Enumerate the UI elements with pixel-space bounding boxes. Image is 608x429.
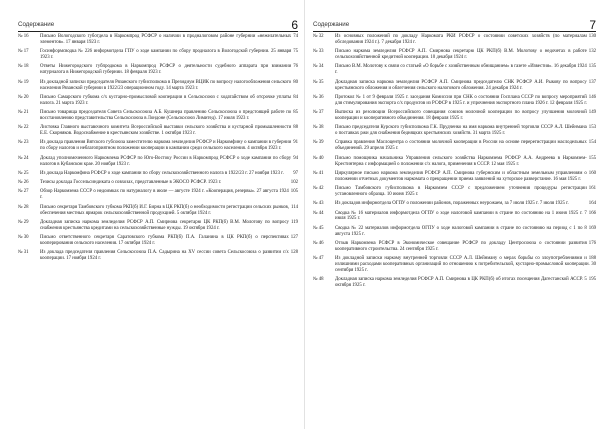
page-header	[18, 11, 298, 32]
toc-entry-page: 176	[588, 240, 596, 246]
toc-entry-number: № 18	[18, 64, 29, 70]
toc-entry-number: № 17	[18, 49, 29, 55]
toc-entry-title: Письмо Тамбовского губисполкома в Наркомзем СССР с предложением уточнения процедуры регистрации установленного образца. 10 июня 1925 г.	[335, 186, 587, 197]
toc-entry-body	[335, 226, 596, 238]
toc-entry-title: Из докладной записки наркому внутренней торговли СССР А.Л. Шейнману о мерах борьбы со злоупотреблениями и излишними расходами кооперативных организаций по отношению к потребительской, кустарно-промысловой кооперации. 30 сентября 1925 г.	[335, 256, 596, 273]
toc-entry-number: № 34	[313, 64, 324, 70]
toc-entry	[313, 95, 596, 107]
toc-entry-body	[40, 49, 298, 61]
page-number: 6	[291, 18, 298, 32]
toc-entry-title: Из докладов информотдела ОГПУ о положении районов, пораженных неурожаем, за 7 июля 1925 г. 7 июля 1925 г.	[335, 201, 569, 207]
toc-entry-title: Доклад уполномоченного Наркомзема РСФСР по Юго-Востоку России в Наркомпрод РСФСР о ходе кампании по сбору налогов в Кубанском крае. 20 ноября 1923 г.	[40, 155, 292, 167]
toc-entry-title: Письмо товарища председателя Совета Сельскосоюза А.Б. Кушнера правлению Сельскосоюза о предстоящей работе по восстановлению представительства Сельскосоюза в Лондоне (Сельскосоюз Лимитед). 17 июля 1923 г.	[40, 110, 292, 121]
toc-list	[18, 34, 298, 265]
toc-entry-body	[335, 95, 596, 107]
toc-entry-title: Письмо секретаря Тамбовского губкома РКП(б) И.Г. Бирна в ЦК РКП(б) о необходимости регистрации сельских рынков, обеспечения местных ярмарок сельскохозяйственной продукцией. 5 октября 1924 г.	[40, 204, 289, 216]
toc-entry-page: 128	[290, 250, 298, 256]
toc-entry-body	[40, 180, 298, 186]
toc-entry-body	[335, 201, 596, 207]
toc-entry-page: 169	[588, 225, 596, 231]
toc-entry-page: 102	[290, 180, 298, 186]
toc-entry-number: № 42	[313, 186, 324, 192]
toc-entry-page: 153	[588, 125, 596, 131]
toc-entry-number: № 30	[18, 235, 29, 241]
toc-entry	[313, 201, 596, 207]
toc-entry	[18, 34, 298, 46]
toc-entry-body	[335, 80, 596, 92]
toc-entry-number: № 16	[18, 34, 29, 39]
toc-entry-number: № 21	[18, 110, 29, 116]
toc-entry-number: № 46	[313, 240, 324, 246]
toc-entry	[18, 250, 298, 262]
toc-entry-number: № 47	[313, 256, 324, 262]
toc-entry	[313, 241, 596, 253]
toc-entry-page: 195	[588, 277, 596, 283]
toc-entry	[313, 226, 596, 238]
toc-entry-body	[335, 64, 596, 76]
toc-entry-title: Докладная записка наркома земледелия РСФСР А.П. Смирнова в ЦК РКП(б) об итогах посещения Дагестанской АССР. 5 октября 1925 г.	[335, 277, 587, 289]
toc-entry-number: № 37	[313, 110, 324, 116]
toc-entry	[313, 211, 596, 223]
toc-entry-page: 149	[588, 110, 596, 116]
toc-entry-page: 105	[290, 189, 298, 195]
running-header-title: Содержание	[313, 21, 350, 28]
toc-entry-page: 161	[588, 186, 596, 192]
right-page	[304, 0, 608, 429]
toc-list	[313, 34, 596, 292]
toc-entry-body	[40, 220, 298, 232]
toc-entry-page: 132	[588, 49, 596, 55]
toc-entry-page: 119	[290, 219, 298, 225]
toc-entry-title: Письмо В.М. Молотову к связи со статьей «О борьбе с хозяйственным обнищанием» в газете «Известия». 16 декабря 1924 г.	[335, 64, 587, 76]
toc-entry-page: 164	[588, 201, 596, 207]
toc-entry-title: Циркулярное письмо наркома земледелия РСФСР А.П. Смирнова губернским и областным земельным управлениям о положении отчетных документов наркомата о прекращении приема заявлений на хуторское разверстание. 16 мая 1925 г.	[335, 170, 587, 182]
toc-entry-number: № 39	[313, 140, 324, 146]
toc-entry-body	[335, 241, 596, 253]
toc-entry	[18, 220, 298, 232]
toc-entry-page: 97	[293, 170, 298, 176]
toc-entry-number: № 24	[18, 155, 29, 161]
toc-entry-page: 127	[290, 235, 298, 241]
toc-entry-body	[335, 49, 596, 61]
toc-entry	[313, 256, 596, 274]
toc-entry	[18, 180, 298, 186]
toc-entry-title: Из доклада Наркомфина РСФСР о ходе кампании по сбору сельскохозяйственного налога в 1922/23 г. 27 ноября 1923 г.	[40, 170, 284, 176]
toc-entry	[313, 277, 596, 289]
toc-entry-title: Выписка из резолюции Всероссийского совещания союзов молочной кооперации по вопросу улучшения молочной кооперации и кооперативного объединения. 18 февраля 1925 г.	[335, 110, 587, 121]
toc-entry-number: № 28	[18, 204, 29, 210]
toc-entry	[18, 95, 298, 107]
toc-entry-number: № 25	[18, 170, 29, 176]
toc-entry-title: Листовка Главного выставочного комитета Всероссийской выставки сельского хозяйства и кустарной промышленности Е.Е. Скорняков. Водоснабжение в крестьянском хозяйстве. 1 октября 1923 г.	[40, 125, 292, 137]
toc-entry-title: Докладная записка наркома земледелия РСФСР А.П. Смирнова секретарю ЦК РКП(б) В.М. Молотову по вопросу снабжения крестьянства кредитами на сельскохозяйственные нужды. 19 октября 1924 г.	[40, 219, 289, 231]
toc-entry-title: Из основных положений по докладу Наркомата РКИ РСФСР о состоянии советских хозяйств (по материалам обследования 1924 г.). 7 декабря 1924 г.	[335, 34, 587, 45]
toc-entry-title: Отзыв Наркомзема РСФСР в Экономическое совещание РСФСР по докладу Центросоюза о состоянии развития кооперативного строительства. 24 сентября 1925 г.	[335, 240, 587, 252]
toc-entry	[313, 171, 596, 183]
toc-entry-page: 166	[588, 210, 596, 216]
toc-entry-title: Письмо Вологодского губотдела в Наркомпрод РСФСР о наличии в продналоговом районе губернии «нежелательных элементов». 17 января 1923 г.	[40, 34, 292, 45]
toc-entry-title: Докладная записка наркома земледелия РСФСР А.П. Смирнова председателю СНК РСФСР А.И. Рыкову по вопросу крестьянского обложения и облегчения сельского налогового обложения. 24 декабря 1924 г.	[335, 79, 587, 91]
toc-entry	[313, 110, 596, 122]
toc-entry	[18, 156, 298, 168]
toc-entry	[313, 186, 596, 198]
toc-entry-title: Справка правления Маслоцентра о состоянии молочной кооперации в России на основе перерегистрации маслодельных объединений. 29 апреля 1925 г.	[335, 140, 587, 152]
toc-entry-page: 84	[293, 94, 298, 100]
page-header	[313, 11, 596, 32]
toc-entry-number: № 48	[313, 277, 324, 283]
toc-entry-number: № 23	[18, 140, 29, 146]
toc-entry-page: 75	[293, 49, 298, 55]
toc-entry-number: № 29	[18, 219, 29, 225]
toc-entry-body	[335, 156, 596, 168]
toc-entry-page: 85	[293, 110, 298, 116]
toc-entry-title: Сводка № 22 материалов информотдела ОГПУ о ходе налоговой кампании в стране по состоянию на период с 1 по 8 августа 1925 г.	[335, 225, 587, 237]
toc-entry-number: № 27	[18, 189, 29, 195]
toc-entry-title: Госинформсводка № 226 информотдела ГПУ о ходе кампании по сбору продналога в Вологодской губернии. 25 января 1923 г.	[40, 49, 292, 61]
toc-entry-body	[40, 189, 298, 201]
toc-entry-page: 155	[588, 155, 596, 161]
toc-entry-title: Письмо ответственного секретаря Саратовского губкома РКП(б) П.А. Галанина в ЦК РКП(б) о перспективах кооперирования сельского населения. 17 октября 1924 г.	[40, 235, 289, 246]
toc-entry	[18, 140, 298, 152]
toc-entry-body	[40, 140, 298, 152]
toc-entry-page: 91	[293, 140, 298, 146]
toc-entry-body	[40, 110, 298, 122]
toc-entry	[18, 205, 298, 217]
toc-entry-body	[335, 171, 596, 183]
toc-entry-body	[40, 205, 298, 217]
toc-entry-number: № 45	[313, 225, 324, 231]
toc-entry	[313, 156, 596, 168]
toc-entry	[313, 34, 596, 46]
toc-entry	[18, 110, 298, 122]
toc-entry-title: Тезисы доклада Госсельсиндиката о совхозах, представленные в ЭКОСО РСФСР. 1923 г.	[40, 180, 222, 186]
toc-entry-body	[40, 80, 298, 92]
toc-entry-title: Из докладной записки председателя Рязанского губисполкома в Президиум ВЦИК по вопросу налогообложения сельского населения Рязанской губернии в 1922/23 операционном году. 14 марта 1923 г.	[40, 79, 292, 91]
toc-entry-page: 130	[588, 34, 596, 39]
toc-entry	[18, 235, 298, 247]
toc-entry-page: 76	[293, 64, 298, 70]
toc-entry-body	[335, 110, 596, 122]
toc-entry-title: Ответы Нижегородского губпродкома в Наркомпрод РСФСР о деятельности судебного аппарата при взимании натурналога в Нижегородской губернии. 18 февраля 1923 г.	[40, 64, 292, 76]
toc-entry-body	[335, 186, 596, 198]
toc-entry-body	[40, 95, 298, 107]
toc-entry-title: Письмо председателя Курского губисполкома Г.К. Прудченко на имя наркома внутренней торговли СССР А.Л. Шейнмана о поставках ржи для снабжения бедняцких крестьянских хозяйств. 31 марта 1925 г.	[335, 125, 587, 137]
toc-entry-title: Письмо помощника начальника Управления сельского хозяйства Наркомзема РСФСР А.А. Андреева в Наркомзем-Крестинтерна с информацией о положении с/х налога, применения в СССР. 12 мая 1925 г.	[335, 155, 587, 167]
toc-entry-number: № 31	[18, 250, 29, 256]
toc-entry-body	[335, 277, 596, 289]
toc-entry-title: Письмо Самарского губкома с/х кустарно-промысловой кооперации в Сельскосоюз с ходатайством об отсрочке уплаты налога. 21 марта 1923 г.	[40, 94, 292, 106]
toc-entry	[18, 80, 298, 92]
toc-entry-body	[335, 140, 596, 152]
toc-entry-number: № 20	[18, 94, 29, 100]
toc-entry-number: № 35	[313, 79, 324, 85]
toc-entry-title: Обзор Наркомзема СССР о недоимках по натурналогу в июле — августе 1924 г. «Кооперация, резервы». 27 августа 1924 г.	[40, 189, 289, 201]
toc-entry-body	[335, 211, 596, 223]
running-header-title: Содержание	[18, 21, 55, 28]
toc-entry-page: 80	[293, 79, 298, 85]
toc-entry-body	[335, 256, 596, 274]
toc-entry-body	[40, 125, 298, 137]
toc-entry-title: Письмо наркома земледелия РСФСР А.П. Смирнова секретарю ЦК РКП(б) В.М. Молотову о недочетах в работе сельскохозяйственной кредитной кооперации. 10 декабря 1924 г.	[335, 49, 587, 61]
toc-entry	[313, 64, 596, 76]
toc-entry-number: № 32	[313, 34, 324, 39]
toc-entry	[313, 49, 596, 61]
toc-entry-page: 114	[290, 204, 298, 210]
toc-entry-number: № 44	[313, 210, 324, 216]
toc-entry-page: 88	[293, 125, 298, 131]
toc-entry-number: № 22	[18, 125, 29, 131]
toc-entry-title: Протокол № 1 от 9 февраля 1925 г. заседания Комиссии при СНК о состоянии Госплана СССР по вопросу мероприятий для стимулирования экспорта с/х продуктов из РСФСР в 1925 г. и упрочнения экспортного плана 1926 г. 12 февраля 1925 г.	[335, 94, 588, 106]
toc-entry-number: № 38	[313, 125, 324, 131]
toc-entry-body	[40, 64, 298, 76]
toc-entry-page: 160	[588, 170, 596, 176]
toc-entry-page: 146	[588, 94, 596, 100]
toc-entry-page: 94	[293, 155, 298, 161]
toc-entry-body	[40, 156, 298, 168]
toc-entry-number: № 43	[313, 201, 324, 207]
toc-entry-page: 135	[588, 64, 596, 70]
toc-entry	[18, 125, 298, 137]
toc-entry-title: Из доклада председателя правления Сельскосоюза П.А. Садырина на XV сессии совета Сельскосоюза о развитии с/х кооперации. 17 ноября 1924 г.	[40, 250, 289, 262]
toc-entry-number: № 33	[313, 49, 324, 55]
toc-entry-number: № 40	[313, 155, 324, 161]
toc-entry-body	[335, 125, 596, 137]
toc-entry-page: 154	[588, 140, 596, 146]
toc-entry-number: № 26	[18, 180, 29, 186]
toc-entry	[313, 140, 596, 152]
toc-entry-body	[40, 171, 298, 177]
toc-entry-page: 74	[293, 34, 298, 39]
toc-entry	[313, 125, 596, 137]
toc-entry-number: № 41	[313, 170, 324, 176]
page-number: 7	[589, 18, 596, 32]
toc-entry-body	[335, 34, 596, 46]
toc-entry-number: № 19	[18, 79, 29, 85]
toc-entry	[18, 171, 298, 177]
toc-entry	[18, 189, 298, 201]
toc-entry	[313, 80, 596, 92]
toc-entry-title: Из доклада правления Вятского губсоюза заместителю наркома земледелия РСФСР и Наркомфину о кампании в губернии по сбору налогов и неблагоприятном положении кооперации в кампании среди сельского населения. 4 октября 1923 г.	[40, 140, 292, 152]
toc-entry	[18, 64, 298, 76]
toc-entry-number: № 36	[313, 94, 324, 100]
toc-entry-page: 188	[588, 256, 596, 262]
toc-entry-page: 137	[588, 79, 596, 85]
toc-entry	[18, 49, 298, 61]
toc-entry-body	[40, 250, 298, 262]
toc-entry-body	[40, 34, 298, 46]
toc-entry-title: Сводка № 16 материалов информотдела ОГПУ о ходе налоговой кампании в стране по состоянию на 1 июня 1925 г. 7 июля 1925 г.	[335, 210, 587, 222]
toc-entry-body	[40, 235, 298, 247]
